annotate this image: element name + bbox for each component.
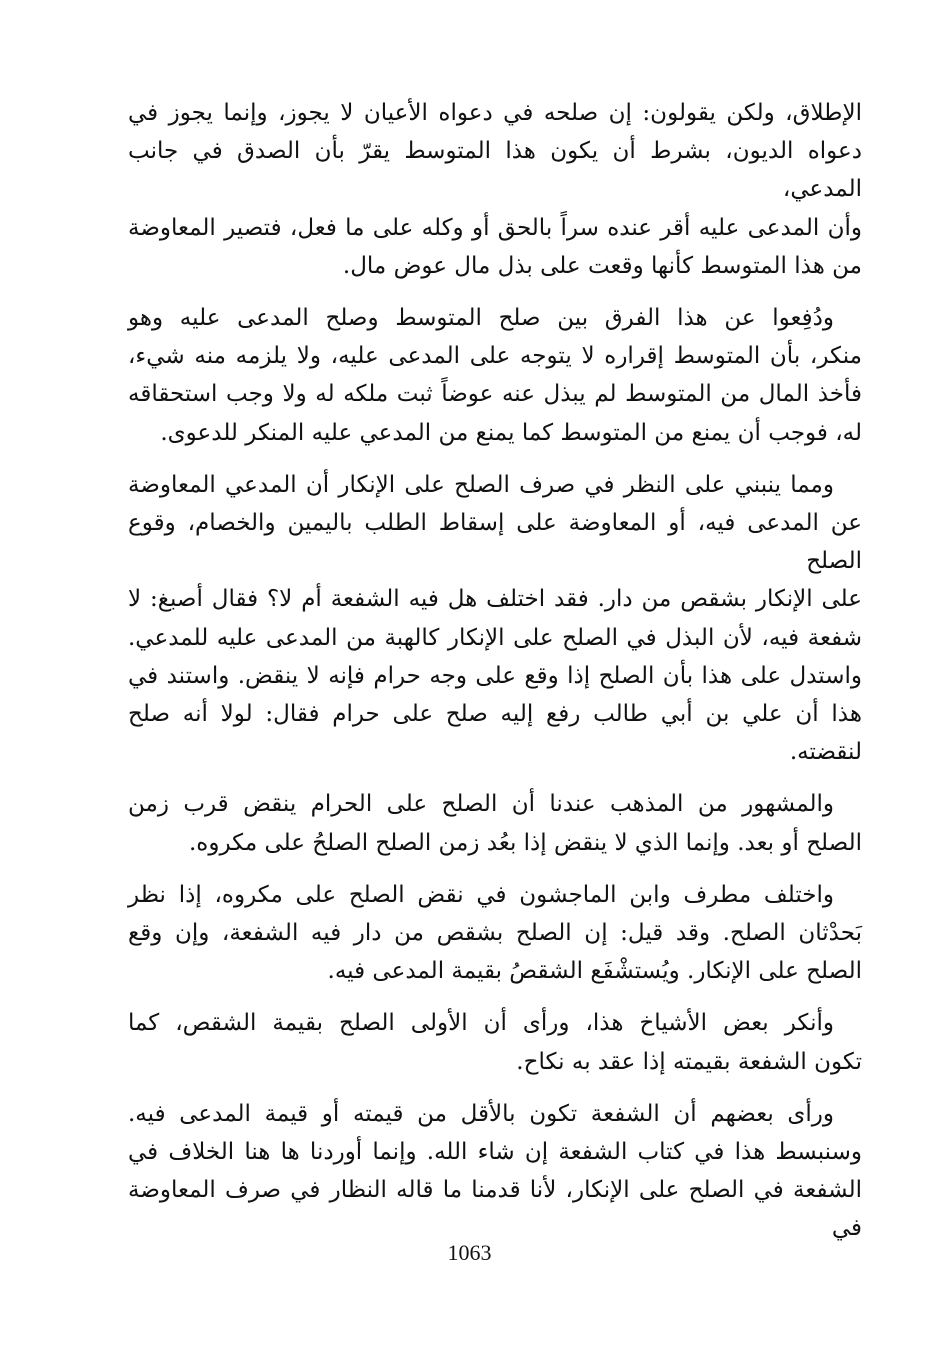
text-line: الشفعة في الصلح على الإنكار، لأنا قدمنا ما قاله النظار في صرف المعاوضة في <box>128 1177 862 1242</box>
paragraph-7 <box>128 1095 862 1248</box>
paragraph-6 <box>128 1004 862 1080</box>
text-line: من هذا المتوسط كأنها وقعت على بذل مال عوض مال. <box>342 252 862 279</box>
paragraph-2 <box>128 299 862 452</box>
page-number: 1063 <box>447 1240 492 1265</box>
text-line: الصلح على الإنكار. ويُستشْفَع الشقصُ بقيمة المدعى فيه. <box>327 958 862 985</box>
text-line: له، فوجب أن يمنع من المتوسط كما يمنع من المدعي عليه المنكر للدعوى. <box>160 419 862 446</box>
text-line: الصلح أو بعد. وإنما الذي لا ينقض إذا بعُد زمن الصلح الصلحُ على مكروه. <box>189 829 862 856</box>
text-line: وأنكر بعض الأشياخ هذا، ورأى أن الأولى الصلح بقيمة الشقص، كما <box>128 1010 834 1037</box>
text-line: ودُفِعوا عن هذا الفرق بين صلح المتوسط وصلح المدعى عليه وهو <box>128 305 834 332</box>
text-line: والمشهور من المذهب عندنا أن الصلح على الحرام ينقض قرب زمن <box>128 791 834 818</box>
paragraph-4 <box>128 785 862 861</box>
text-line: بَحدْثان الصلح. وقد قيل: إن الصلح بشقص من دار فيه الشفعة، وإن وقع <box>128 920 862 947</box>
text-line: دعواه الديون، بشرط أن يكون هذا المتوسط يقرّ بأن الصدق في جانب المدعي، <box>128 138 862 203</box>
text-line: هذا أن علي بن أبي طالب رفع إليه صلح على حرام فقال: لولا أنه صلح لنقضته. <box>128 701 862 766</box>
paragraph-5 <box>128 876 862 991</box>
text-line: عن المدعى فيه، أو المعاوضة على إسقاط الطلب باليمين والخصام، وقوع الصلح <box>128 510 862 575</box>
text-line: على الإنكار بشقص من دار. فقد اختلف هل فيه الشفعة أم لا؟ فقال أصبغ: لا <box>128 586 862 613</box>
text-line: وسنبسط هذا في كتاب الشفعة إن شاء الله. وإنما أوردنا ها هنا الخلاف في <box>128 1139 862 1166</box>
text-line: فأخذ المال من المتوسط لم يبذل عنه عوضاً ثبت ملكه له ولا وجب استحقاقه <box>128 381 862 408</box>
text-line: واستدل على هذا بأن الصلح إذا وقع على وجه حرام فإنه لا ينقض. واستند في <box>128 662 862 689</box>
paragraph-1 <box>128 94 862 285</box>
text-line: الإطلاق، ولكن يقولون: إن صلحه في دعواه الأعيان لا يجوز، وإنما يجوز في <box>128 100 862 126</box>
text-line: ومما ينبني على النظر في صرف الصلح على الإنكار أن المدعي المعاوضة <box>128 471 834 498</box>
text-line: ورأى بعضهم أن الشفعة تكون بالأقل من قيمته أو قيمة المدعى فيه. <box>128 1100 834 1127</box>
text-line: وأن المدعى عليه أقر عنده سراً بالحق أو وكله على ما فعل، فتصير المعاوضة <box>128 214 862 241</box>
text-line: واختلف مطرف وابن الماجشون في نقض الصلح على مكروه، إذا نظر <box>128 881 834 908</box>
paragraph-3 <box>128 466 862 772</box>
text-line: تكون الشفعة بقيمته إذا عقد به نكاح. <box>516 1048 862 1075</box>
page-body <box>128 94 862 1262</box>
text-line: شفعة فيه، لأن البذل في الصلح على الإنكار كالهبة من المدعى عليه للمدعي. <box>128 624 862 651</box>
text-line: منكر، بأن المتوسط إقراره لا يتوجه على المدعى عليه، ولا يلزمه منه شيء، <box>128 343 862 370</box>
